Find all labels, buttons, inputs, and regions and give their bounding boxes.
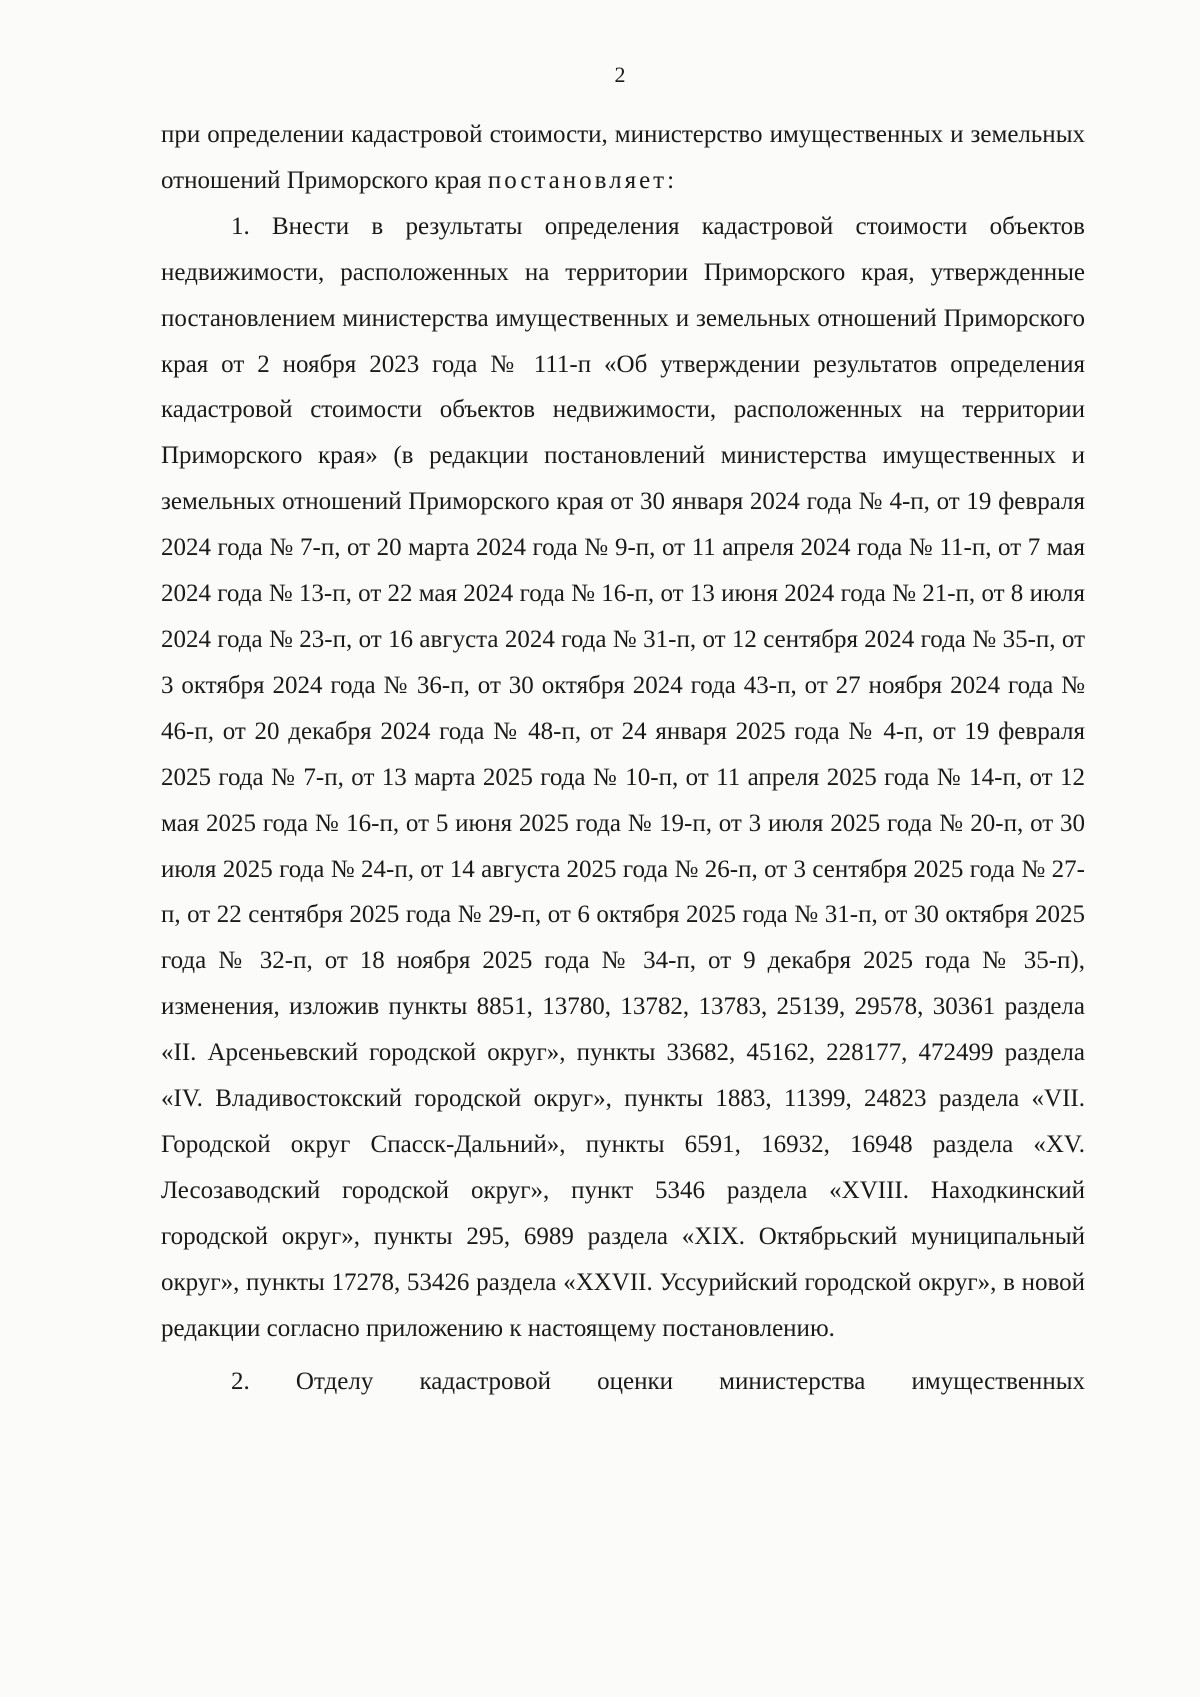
page-number: 2 bbox=[614, 62, 626, 87]
intro-text: при определении кадастровой стоимости, министерство имущественных и земельных отношений Приморского края bbox=[161, 121, 1085, 194]
document-body bbox=[161, 112, 1085, 1405]
intro-colon: : bbox=[667, 166, 675, 194]
resolves-word: постановляет bbox=[487, 166, 668, 194]
intro-paragraph bbox=[161, 112, 1085, 204]
item-2-paragraph: 2. Отделу кадастровой оценки министерства имущественных bbox=[231, 1368, 1085, 1396]
item-1-paragraph: 1. Внести в результаты определения кадастровой стоимости объектов недвижимости, расположенных на территории Приморского края, утвержденные постановлением министерства имущественных и земельных отношений Приморского края от 2 ноября 2023 года № 111-п «Об утверждении результатов определения кадастровой стоимости объектов недвижимости, расположенных на территории Приморского края» (в редакции постановлений министерства имущественных и земельных отношений Приморского края от 30 января 2024 года № 4-п, от 19 февраля 2024 года № 7-п, от 20 марта 2024 года № 9-п, от 11 апреля 2024 года № 11-п, от 7 мая 2024 года № 13-п, от 22 мая 2024 года № 16-п, от 13 июня 2024 года № 21-п, от 8 июля 2024 года № 23-п, от 16 августа 2024 года № 31-п, от 12 сентября 2024 года № 35-п, от 3 октября 2024 года № 36-п, от 30 октября 2024 года 43-п, от 27 ноября 2024 года № 46-п, от 20 декабря 2024 года № 48-п, от 24 января 2025 года № 4-п, от 19 февраля 2025 года № 7-п, от 13 марта 2025 года № 10-п, от 11 апреля 2025 года № 14-п, от 12 мая 2025 года № 16-п, от 5 июня 2025 года № 19-п, от 3 июля 2025 года № 20-п, от 30 июля 2025 года № 24-п, от 14 августа 2025 года № 26-п, от 3 сентября 2025 года № 27-п, от 22 сентября 2025 года № 29-п, от 6 октября 2025 года № 31-п, от 30 октября 2025 года № 32-п, от 18 ноября 2025 года № 34-п, от 9 декабря 2025 года № 35-п), изменения, изложив пункты 8851, 13780, 13782, 13783, 25139, 29578, 30361 раздела «II. Арсеньевский городской округ», пункты 33682, 45162, 228177, 472499 раздела «IV. Владивостокский городской округ», пункты 1883, 11399, 24823 раздела «VII. Городской округ Спасск-Дальний», пункты 6591, 16932, 16948 раздела «XV. Лесозаводский городской округ», пункт 5346 раздела «XVIII. Находкинский городской округ», пункты 295, 6989 раздела «XIX. Октябрьский муниципальный округ», пункты 17278, 53426 раздела «XXVII. Уссурийский городской округ», в новой редакции согласно приложению к настоящему постановлению. bbox=[161, 212, 1085, 1342]
